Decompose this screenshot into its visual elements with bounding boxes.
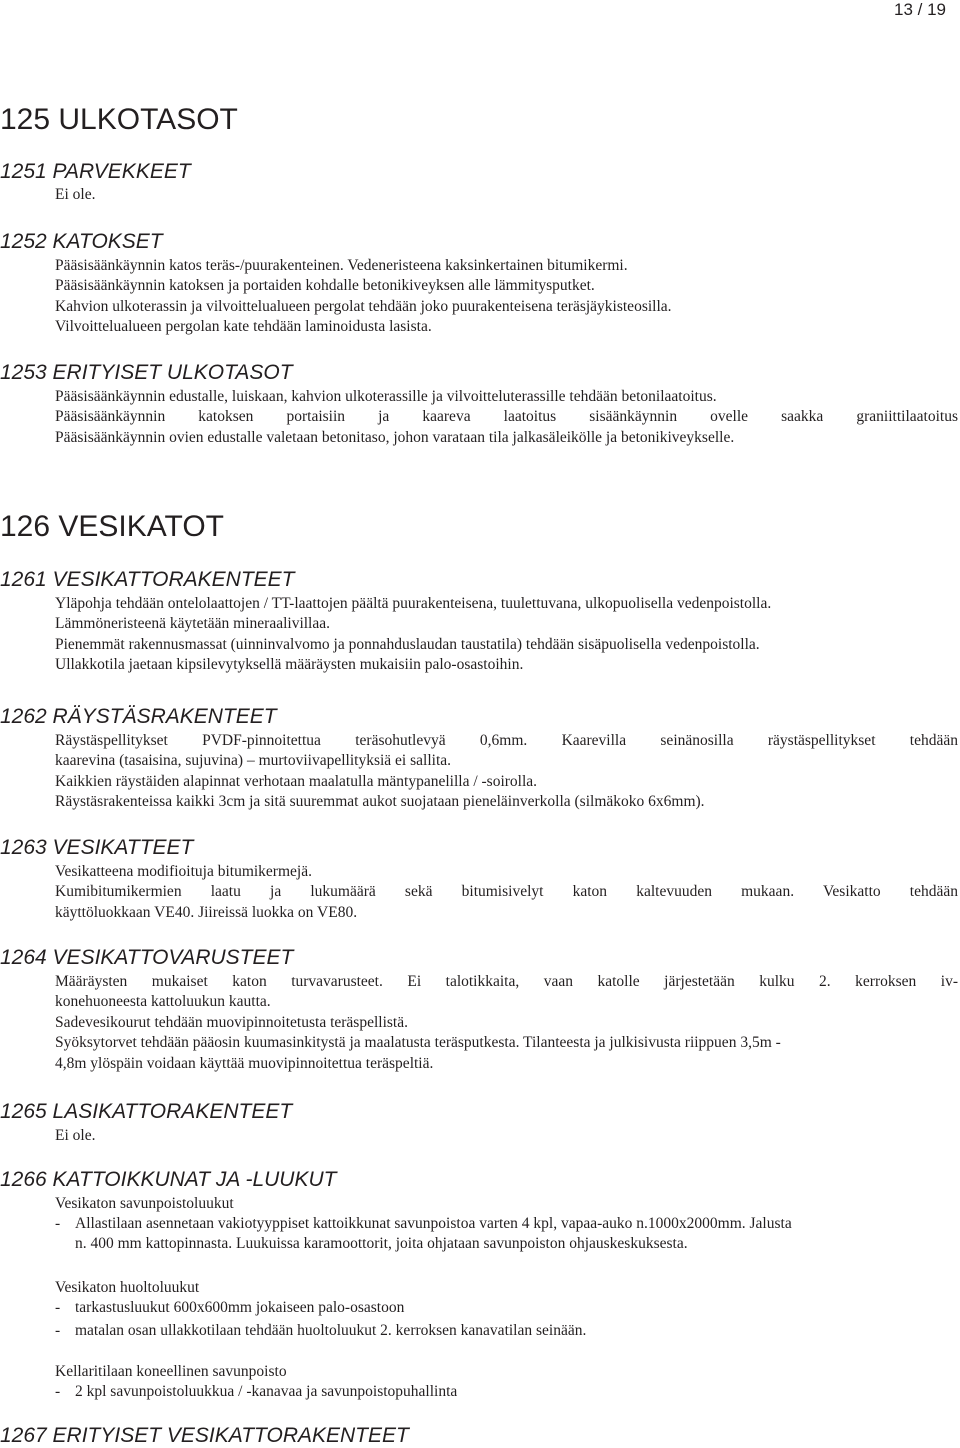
list-item bbox=[55, 1214, 958, 1255]
text-line: Pääsisäänkäynnin edustalle, luiskaan, kahvion ulkoterassille ja vilvoitteluterassille tehdään betonilaatoitus. bbox=[55, 388, 717, 405]
text-line: tarkastusluukut 600x600mm jokaiseen palo-osastoon bbox=[75, 1299, 405, 1316]
text-line: Räystäspellitykset PVDF-pinnoitettua teräsohutlevyä 0,6mm. Kaarevilla seinänosilla räystäspellitykset tehdään bbox=[55, 732, 958, 749]
paragraph-1262 bbox=[55, 731, 958, 813]
text-line: 2 kpl savunpoistoluukkua / -kanavaa ja savunpoistopuhallinta bbox=[75, 1383, 458, 1400]
text-line: konehuoneesta kattoluukun kautta. bbox=[55, 993, 271, 1011]
text-line: Pääsisäänkäynnin ovien edustalle valetaan betonitaso, johon varataan tila jalkasäleikölle ja betonikiveykselle. bbox=[55, 428, 735, 446]
text-line: Vesikaton savunpoistoluukut bbox=[55, 1195, 234, 1212]
heading-125: 125 ULKOTASOT bbox=[0, 103, 238, 136]
text-line: n. 400 mm kattopinnasta. Luukuissa karamoottorit, joita ohjataan savunpoiston ohjauskeskuksesta. bbox=[75, 1235, 688, 1253]
heading-1261: 1261 VESIKATTORAKENTEET bbox=[0, 568, 295, 591]
text-line: kaarevina (tasaisina, sujuvina) – murtoviivapellityksiä ei sallita. bbox=[55, 752, 451, 770]
text-line: 4,8m ylöspäin voidaan käyttää muovipinnoitettua teräspeltiä. bbox=[55, 1054, 434, 1072]
text-line: Vesikaton huoltoluukut bbox=[55, 1279, 200, 1296]
heading-1266: 1266 KATTOIKKUNAT JA -LUUKUT bbox=[0, 1168, 337, 1191]
list-item bbox=[55, 1321, 958, 1341]
paragraph-1261 bbox=[55, 594, 958, 676]
heading-1267: 1267 ERITYISET VESIKATTORAKENTEET bbox=[0, 1424, 409, 1447]
heading-1251: 1251 PARVEKKEET bbox=[0, 160, 191, 183]
bullet-dash: - bbox=[55, 1383, 61, 1400]
text-line: Sadevesikourut tehdään muovipinnoitetusta teräspellistä. bbox=[55, 1013, 408, 1031]
paragraph-1265 bbox=[55, 1126, 958, 1146]
group-title-smoke-vents bbox=[55, 1194, 958, 1214]
text-line: Ei ole. bbox=[55, 186, 96, 203]
text-line: Kellaritilaan koneellinen savunpoisto bbox=[55, 1363, 287, 1380]
list-item bbox=[55, 1382, 958, 1402]
text-line: matalan osan ullakkotilaan tehdään huoltoluukut 2. kerroksen kanavatilan seinään. bbox=[75, 1322, 587, 1339]
text-line: käyttöluokkaan VE40. Jiireissä luokka on VE80. bbox=[55, 903, 358, 921]
heading-126: 126 VESIKATOT bbox=[0, 510, 224, 543]
page-number: 13 / 19 bbox=[894, 0, 946, 19]
heading-1263: 1263 VESIKATTEET bbox=[0, 836, 194, 859]
heading-1264: 1264 VESIKATTOVARUSTEET bbox=[0, 946, 294, 969]
paragraph-1253 bbox=[55, 387, 958, 448]
group-title-maintenance-hatches bbox=[55, 1278, 958, 1298]
heading-1265: 1265 LASIKATTORAKENTEET bbox=[0, 1100, 293, 1123]
text-line: Määräysten mukaiset katon turvavarusteet. Ei talotikkaita, vaan katolle järjestetään kulku 2. kerroksen iv- bbox=[55, 973, 958, 990]
bullet-dash: - bbox=[55, 1215, 61, 1232]
text-line: Pienemmät rakennusmassat (uinninvalvomo ja ponnahduslaudan taustatila) tehdään sisäpuolisella vedenpoistolla. bbox=[55, 635, 760, 653]
text-line: Allastilaan asennetaan vakiotyyppiset kattoikkunat savunpoistoa varten 4 kpl, vapaa-auko n.1000x2000mm. Jalusta bbox=[75, 1215, 792, 1232]
paragraph-1252 bbox=[55, 256, 958, 338]
text-line: Pääsisäänkäynnin katoksen portaisiin ja kaareva laatoitus sisäänkäynnin ovelle saakka graniittilaatoitus bbox=[55, 408, 958, 426]
paragraph-1251 bbox=[55, 185, 958, 205]
text-line: Pääsisäänkäynnin katos teräs-/puurakenteinen. Vedeneristeena kaksinkertainen bitumikermi. bbox=[55, 257, 628, 274]
bullet-dash: - bbox=[55, 1299, 61, 1316]
text-line: Syöksytorvet tehdään pääosin kuumasinkitystä ja maalatusta teräsputkesta. Tilanteesta ja julkisivusta riippuen 3,5m - bbox=[55, 1034, 781, 1052]
text-line: Räystäsrakenteissa kaikki 3cm ja sitä suuremmat aukot suojataan pieneläinverkolla (silmäkoko 6x6mm). bbox=[55, 793, 705, 811]
group-title-basement-smoke bbox=[55, 1362, 958, 1382]
text-line: Ei ole. bbox=[55, 1127, 96, 1144]
text-line: Pääsisäänkäynnin katoksen ja portaiden kohdalle betonikiveyksen alle lämmitysputket. bbox=[55, 277, 595, 295]
heading-1252: 1252 KATOKSET bbox=[0, 230, 163, 253]
heading-1262: 1262 RÄYSTÄSRAKENTEET bbox=[0, 705, 277, 728]
text-line: Yläpohja tehdään ontelolaattojen / TT-laattojen päältä puurakenteisena, tuulettuvana, ulkopuolisella vedenpoistolla. bbox=[55, 595, 772, 612]
paragraph-1264 bbox=[55, 972, 958, 1074]
heading-1253: 1253 ERITYISET ULKOTASOT bbox=[0, 361, 293, 384]
text-line: Vilvoittelualueen pergolan kate tehdään laminoidusta lasista. bbox=[55, 318, 432, 336]
paragraph-1263 bbox=[55, 862, 958, 923]
text-line: Kaikkien räystäiden alapinnat verhotaan maalatulla mäntypanelilla / -soirolla. bbox=[55, 772, 538, 790]
text-line: Ullakkotila jaetaan kipsilevytyksellä määräysten mukaisiin palo-osastoihin. bbox=[55, 656, 524, 674]
text-line: Kahvion ulkoterassin ja vilvoittelualueen pergolat tehdään joko puurakenteisena teräsjäykisteosilla. bbox=[55, 297, 672, 315]
text-line: Vesikatteena modifioituja bitumikermejä. bbox=[55, 863, 312, 880]
bullet-dash: - bbox=[55, 1322, 61, 1339]
text-line: Kumibitumikermien laatu ja lukumäärä sekä bitumisivelyt katon kaltevuuden mukaan. Vesikatto tehdään bbox=[55, 883, 958, 901]
list-item bbox=[55, 1298, 958, 1318]
text-line: Lämmöneristeenä käytetään mineraalivillaa. bbox=[55, 615, 330, 633]
